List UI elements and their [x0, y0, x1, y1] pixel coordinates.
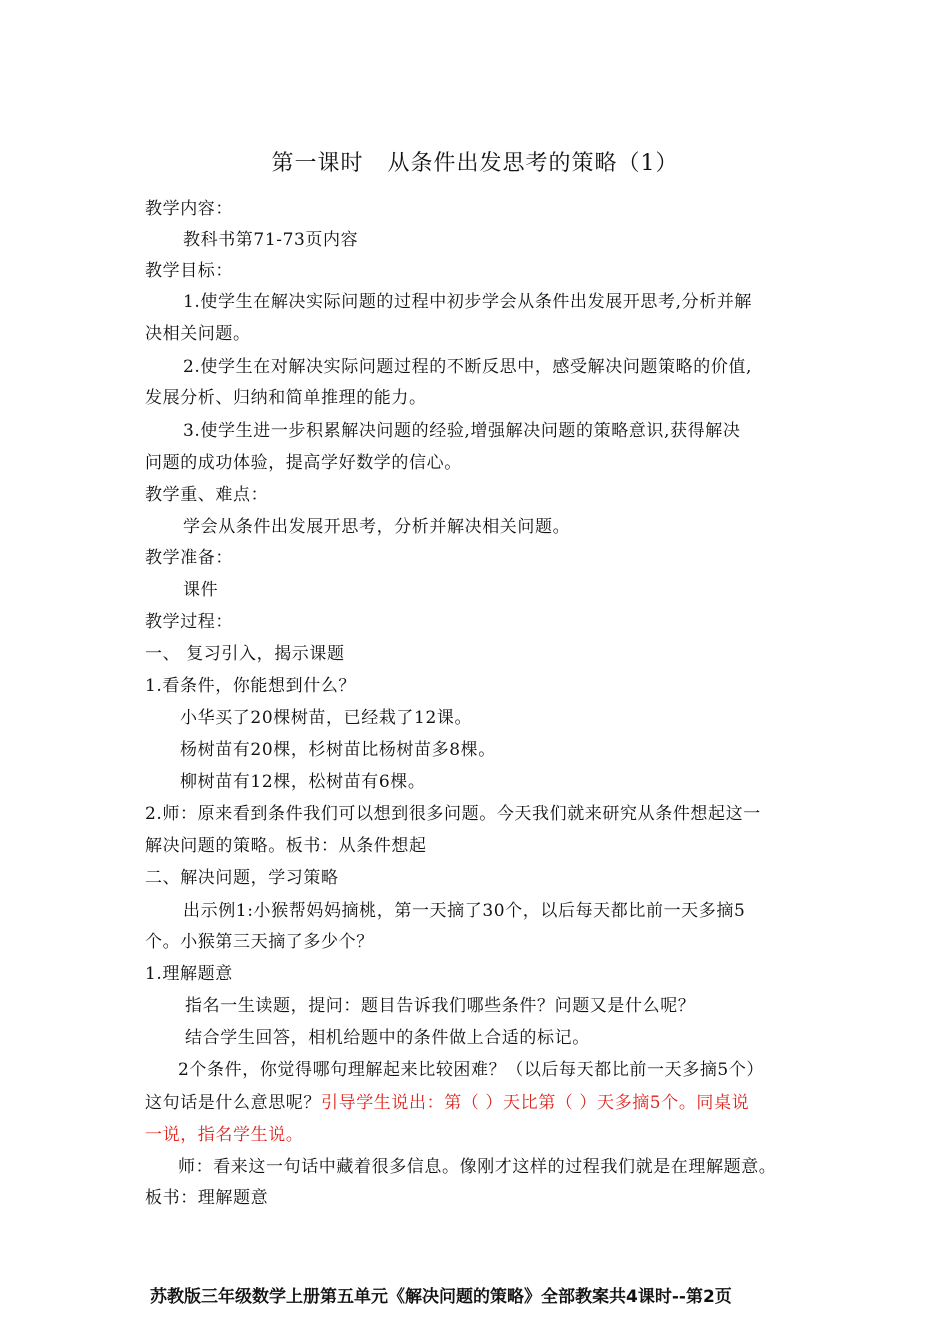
understand-text-1: 指名一生读题，提问：题目告诉我们哪些条件？问题又是什么呢？ — [185, 996, 696, 1016]
key-points-text: 学会从条件出发展开思考，分析并解决相关问题。 — [183, 517, 571, 537]
step-2-line-2: 解决问题的策略。板书：从条件想起 — [145, 836, 427, 856]
example-1-line-1: 出示例1:小猴帮妈妈摘桃，第一天摘了30个，以后每天都比前一天多摘5 — [183, 901, 746, 921]
example-1-line-2: 个。小猴第三天摘了多少个？ — [145, 932, 374, 952]
objective-3-line-2: 问题的成功体验，提高学好数学的信心。 — [145, 453, 462, 473]
part-2-heading: 二、解决问题，学习策略 — [145, 868, 339, 888]
understand-text-2: 结合学生回答，相机给题中的条件做上合适的标记。 — [185, 1028, 590, 1048]
understand-text-3: 2个条件，你觉得哪句理解起来比较困难？（以后每天都比前一天多摘5个） — [178, 1060, 765, 1080]
page-footer: 苏教版三年级数学上册第五单元《解决问题的策略》全部教案共4课时--第2页 — [150, 1287, 732, 1307]
section-heading-preparation: 教学准备： — [145, 548, 233, 568]
section-heading-content: 教学内容： — [145, 199, 233, 219]
section-heading-key-points: 教学重、难点： — [145, 485, 269, 505]
teacher-summary: 师：看来这一句话中藏着很多信息。像刚才这样的过程我们就是在理解题意。 — [178, 1157, 777, 1177]
board-note: 板书：理解题意 — [145, 1188, 269, 1208]
question-text: 这句话是什么意思呢？ — [145, 1093, 321, 1113]
objective-2-line-1: 2.使学生在对解决实际问题过程的不断反思中，感受解决问题策略的价值, — [183, 357, 753, 377]
guidance-text-highlight-continued: 一说，指名学生说。 — [145, 1125, 304, 1145]
objective-2-line-2: 发展分析、归纳和简单推理的能力。 — [145, 388, 427, 408]
understand-heading: 1.理解题意 — [145, 964, 233, 984]
condition-line-3: 柳树苗有12棵，松树苗有6棵。 — [180, 772, 426, 792]
preparation-text: 课件 — [183, 580, 219, 600]
condition-line-2: 杨树苗有20棵，杉树苗比杨树苗多8棵。 — [180, 740, 496, 760]
section-heading-objectives: 教学目标： — [145, 261, 233, 281]
objective-1-line-2: 决相关问题。 — [145, 324, 251, 344]
understand-text-4 — [145, 1092, 749, 1114]
objective-1-line-1: 1.使学生在解决实际问题的过程中初步学会从条件出发展开思考,分析并解 — [183, 292, 753, 312]
guidance-text-highlight: 引导学生说出：第（ ）天比第（ ）天多摘5个。同桌说 — [321, 1093, 750, 1113]
section-heading-process: 教学过程： — [145, 612, 233, 632]
lesson-title: 第一课时 从条件出发思考的策略（1） — [271, 151, 679, 176]
condition-line-1: 小华买了20棵树苗，已经栽了12课。 — [180, 708, 473, 728]
part-1-heading: 一、 复习引入，揭示课题 — [145, 644, 345, 664]
objective-3-line-1: 3.使学生进一步积累解决问题的经验,增强解决问题的策略意识,获得解决 — [183, 421, 741, 441]
step-2-line-1: 2.师：原来看到条件我们可以想到很多问题。今天我们就来研究从条件想起这一 — [145, 804, 761, 824]
step-1-heading: 1.看条件，你能想到什么？ — [145, 676, 357, 696]
content-text: 教科书第71-73页内容 — [183, 230, 359, 250]
